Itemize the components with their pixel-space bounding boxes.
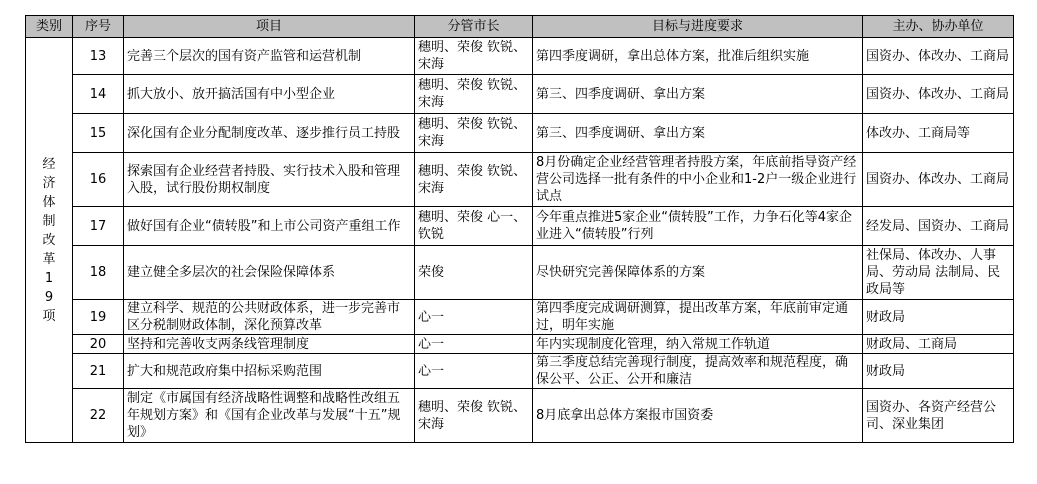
header-row [26,16,1014,38]
category-label: 经济体制改革19项 [42,156,56,324]
leader-cell: 穗明、荣俊 钦锐、宋海 [415,38,533,75]
reform-task-table [25,15,1014,443]
item-cell: 扩大和规范政府集中招标采购范围 [124,354,415,389]
table-row [26,153,1014,207]
units-cell: 国资办、体改办、工商局 [863,153,1014,207]
table-row [26,335,1014,354]
goal-cell: 第三季度总结完善现行制度，提高效率和规范程度，确保公平、公正、公开和廉洁 [533,354,863,389]
units-cell: 社保局、体改办、人事局、劳动局 法制局、民政局等 [863,246,1014,300]
table-row [26,38,1014,75]
units-cell: 国资办、体改办、工商局 [863,38,1014,75]
goal-cell: 年内实现制度化管理，纳入常规工作轨道 [533,335,863,354]
seq-cell: 13 [73,38,124,75]
leader-cell: 心一 [415,354,533,389]
units-cell: 财政局 [863,354,1014,389]
leader-cell: 心一 [415,300,533,335]
table-row [26,389,1014,443]
seq-cell: 19 [73,300,124,335]
item-cell: 深化国有企业分配制度改革、逐步推行员工持股 [124,114,415,153]
units-cell: 经发局、国资办、工商局 [863,207,1014,246]
units-cell: 财政局 [863,300,1014,335]
goal-cell: 第四季度完成调研测算，提出改革方案，年底前审定通过，明年实施 [533,300,863,335]
seq-cell: 17 [73,207,124,246]
leader-cell: 心一 [415,335,533,354]
table-row [26,75,1014,114]
header-leader: 分管市长 [415,16,533,38]
seq-cell: 22 [73,389,124,443]
table-row [26,114,1014,153]
goal-cell: 8月份确定企业经营管理者持股方案，年底前指导资产经营公司选择一批有条件的中小企业和1-2户一级企业进行试点 [533,153,863,207]
goal-cell: 第四季度调研，拿出总体方案，批准后组织实施 [533,38,863,75]
seq-cell: 15 [73,114,124,153]
item-cell: 抓大放小、放开搞活国有中小型企业 [124,75,415,114]
leader-cell: 穗明、荣俊 钦锐、宋海 [415,75,533,114]
item-cell: 建立科学、规范的公共财政体系，进一步完善市区分税制财政体制，深化预算改革 [124,300,415,335]
item-cell: 坚持和完善收支两条线管理制度 [124,335,415,354]
units-cell: 国资办、体改办、工商局 [863,75,1014,114]
table-row [26,207,1014,246]
item-cell: 做好国有企业“债转股”和上市公司资产重组工作 [124,207,415,246]
category-cell [26,38,73,443]
header-seq: 序号 [73,16,124,38]
table-row [26,246,1014,300]
seq-cell: 18 [73,246,124,300]
header-goal: 目标与进度要求 [533,16,863,38]
table-row [26,300,1014,335]
item-cell: 完善三个层次的国有资产监管和运营机制 [124,38,415,75]
units-cell: 国资办、各资产经营公司、深业集团 [863,389,1014,443]
seq-cell: 14 [73,75,124,114]
goal-cell: 8月底拿出总体方案报市国资委 [533,389,863,443]
seq-cell: 21 [73,354,124,389]
seq-cell: 16 [73,153,124,207]
item-cell: 建立健全多层次的社会保险保障体系 [124,246,415,300]
seq-cell: 20 [73,335,124,354]
leader-cell: 穗明、荣俊 钦锐、宋海 [415,114,533,153]
leader-cell: 荣俊 [415,246,533,300]
leader-cell: 穗明、荣俊 钦锐、宋海 [415,153,533,207]
goal-cell: 尽快研究完善保障体系的方案 [533,246,863,300]
leader-cell: 穗明、荣俊 钦锐、宋海 [415,389,533,443]
units-cell: 财政局、工商局 [863,335,1014,354]
goal-cell: 今年重点推进5家企业“债转股”工作，力争石化等4家企业进入“债转股”行列 [533,207,863,246]
header-item: 项目 [124,16,415,38]
leader-cell: 穗明、荣俊 心一、钦锐 [415,207,533,246]
table-row [26,354,1014,389]
header-units: 主办、协办单位 [863,16,1014,38]
item-cell: 探索国有企业经营者持股、实行技术入股和管理入股，试行股份期权制度 [124,153,415,207]
header-category: 类别 [26,16,73,38]
goal-cell: 第三、四季度调研、拿出方案 [533,75,863,114]
goal-cell: 第三、四季度调研、拿出方案 [533,114,863,153]
units-cell: 体改办、工商局等 [863,114,1014,153]
item-cell: 制定《市属国有经济战略性调整和战略性改组五年规划方案》和《国有企业改革与发展“十五”规划》 [124,389,415,443]
